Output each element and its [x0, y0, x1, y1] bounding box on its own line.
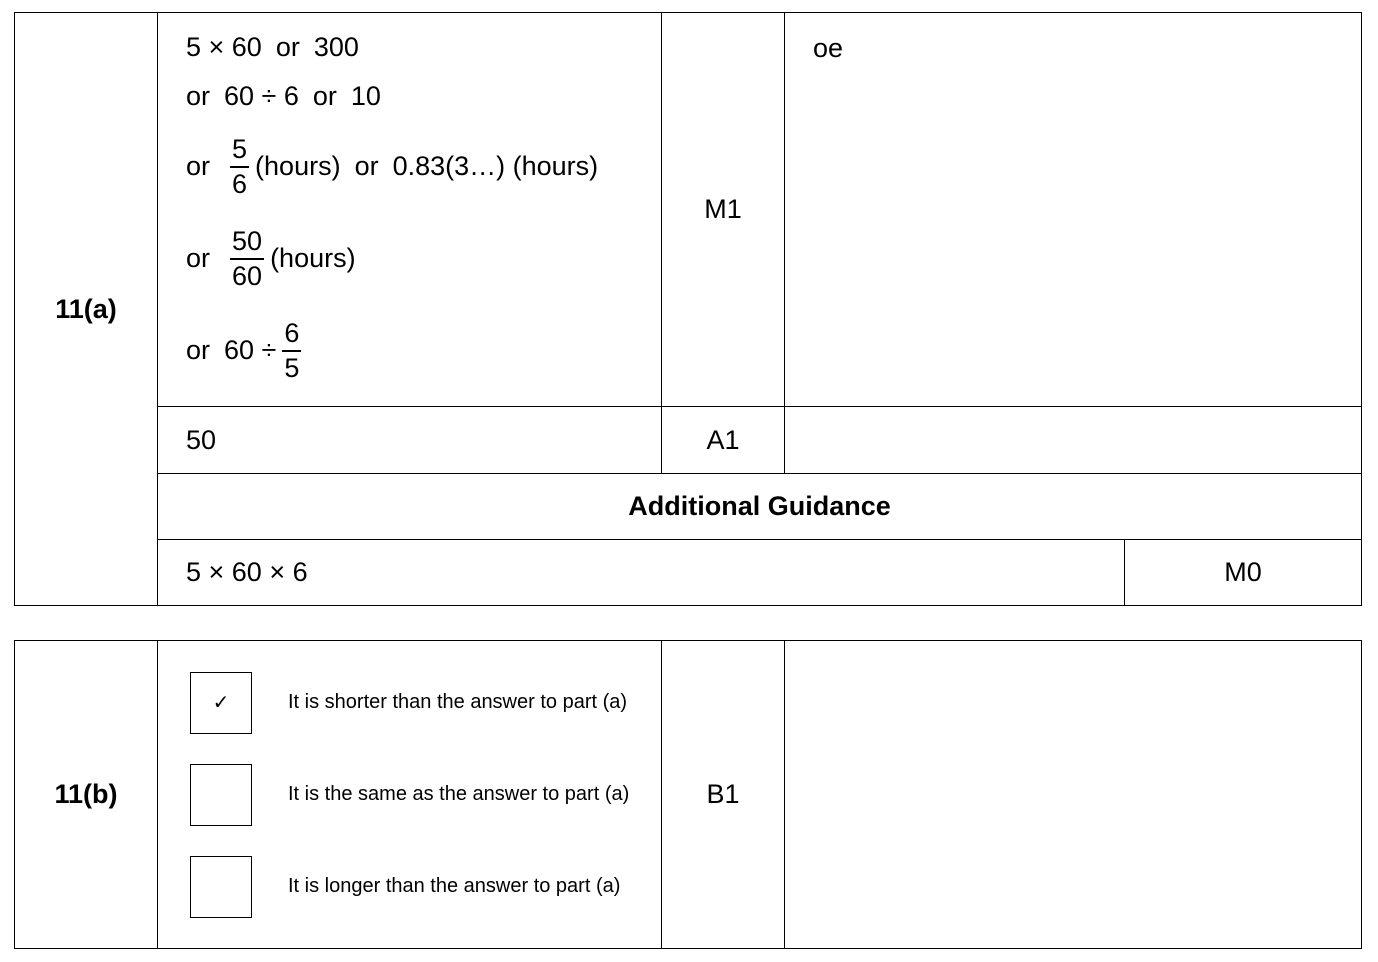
additional-guidance-heading: Additional Guidance [158, 474, 1362, 540]
option-label: It is the same as the answer to part (a) [288, 783, 630, 805]
fraction-6-5: $\frac{6}{5}$ [284, 317, 300, 383]
m1-line-3: or $\frac{5}{6}$ (hours) or 0.83(3…) (hours) [186, 133, 599, 199]
mark-scheme-table-11b [14, 640, 1362, 949]
option-label: It is longer than the answer to part (a) [288, 875, 621, 897]
m1-method-cell [158, 13, 662, 407]
fraction-50-60: $\frac{50}{60}$ [232, 225, 263, 291]
mark-scheme-table-11a [14, 12, 1362, 606]
checkbox-empty [190, 856, 252, 918]
a1-mark: A1 [662, 407, 785, 474]
b1-guidance [785, 641, 1362, 949]
checkbox-empty [190, 764, 252, 826]
check-icon: ✓ [212, 692, 230, 714]
fraction-5-6: $\frac{5}{6}$ [232, 133, 248, 199]
question-number: 11(a) [15, 13, 158, 606]
question-number: 11(b) [15, 641, 158, 949]
option-longer [158, 841, 661, 933]
m1-line-4: or $\frac{50}{60}$ (hours) [186, 225, 356, 291]
checkbox-ticked [190, 672, 252, 734]
b1-mark: B1 [662, 641, 785, 949]
m1-guidance: oe [785, 13, 1362, 407]
guidance-mark: M0 [1125, 540, 1362, 606]
m1-mark: M1 [662, 13, 785, 407]
guidance-response: 5 × 60 × 6 [158, 540, 1125, 606]
options-cell [158, 641, 662, 949]
option-shorter [158, 657, 661, 749]
a1-guidance [785, 407, 1362, 474]
option-same [158, 749, 661, 841]
m1-line-2: or 60 ÷ 6 or 10 [186, 80, 381, 111]
m1-line-1: 5 × 60 or 300 [186, 31, 359, 62]
option-label: It is shorter than the answer to part (a) [288, 691, 628, 713]
a1-answer: 50 [158, 407, 662, 474]
m1-line-5: or 60 ÷ $\frac{6}{5}$ [186, 317, 300, 383]
